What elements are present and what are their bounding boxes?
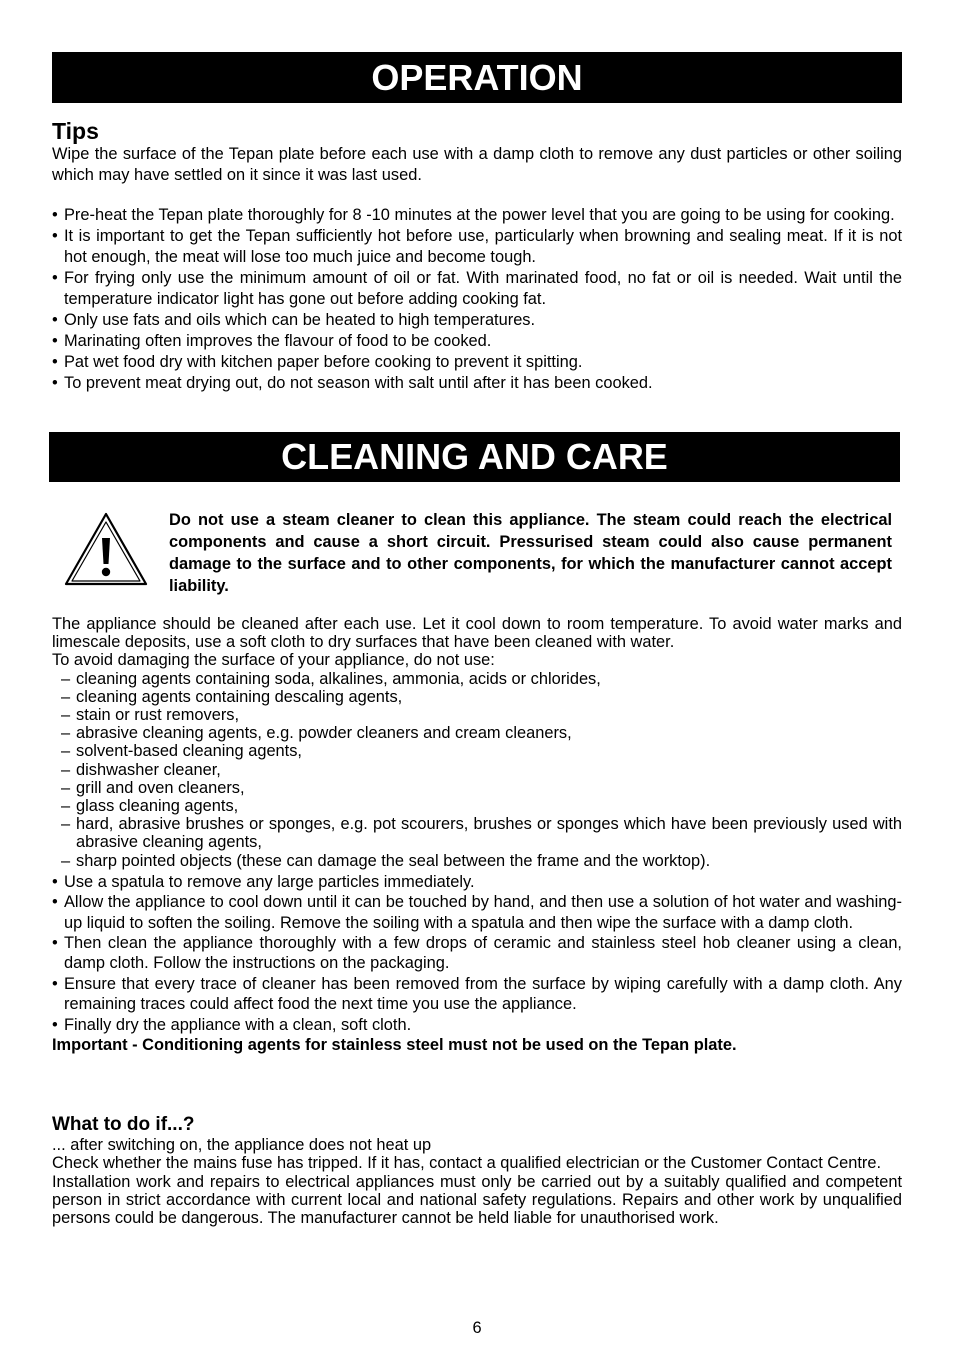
list-item: • For frying only use the minimum amount of oil or fat. With marinated food, no fat or oil is needed. Wait until the temperature indicator light has gone out before adding cooking fat. [52,268,902,310]
page-number: 6 [472,1319,482,1337]
list-item: – abrasive cleaning agents, e.g. powder cleaners and cream cleaners, [52,724,902,742]
list-item: – solvent-based cleaning agents, [52,742,902,760]
warning-triangle-icon [64,512,148,586]
cleaning-section [52,615,902,1054]
list-item: • Finally dry the appliance with a clean, soft cloth. [52,1015,902,1035]
do-not-use-list [52,670,902,870]
important-note: Important - Conditioning agents for stainless steel must not be used on the Tepan plate. [52,1036,737,1055]
faq-answer: Check whether the mains fuse has tripped. If it has, contact a qualified electrician or the Customer Contact Centre. [52,1154,882,1173]
list-item: – stain or rust removers, [52,706,902,724]
faq-note: Installation work and repairs to electrical appliances must only be carried out by a suitably qualified and competent person in strict accordance with current local and national safety regulations. Repairs and other work by unqualified persons could be dangerous. The manufacturer cannot be held liable for unauthorised work. [52,1172,902,1228]
tips-section [52,118,902,394]
list-item: • Only use fats and oils which can be heated to high temperatures. [52,310,902,331]
cleaning-banner: CLEANING AND CARE [49,432,900,482]
list-item: • Pat wet food dry with kitchen paper before cooking to prevent it spitting. [52,352,902,373]
faq-heading: What to do if...? [52,1114,195,1135]
list-item: • To prevent meat drying out, do not season with salt until after it has been cooked. [52,373,902,394]
cleaning-steps-list [52,872,902,1035]
list-item: • Pre-heat the Tepan plate thoroughly for 8 -10 minutes at the power level that you are going to be using for cooking. [52,205,902,226]
list-item: – dishwasher cleaner, [52,761,902,779]
list-item: – grill and oven cleaners, [52,779,902,797]
tips-intro: Wipe the surface of the Tepan plate before each use with a damp cloth to remove any dust particles or other soiling which may have settled on it since it was last used. [52,145,902,184]
list-item: – hard, abrasive brushes or sponges, e.g. pot scourers, brushes or sponges which have been previously used with abrasive cleaning agents, [52,815,902,851]
tips-heading: Tips [52,118,99,144]
cleaning-para-1: The appliance should be cleaned after each use. Let it cool down to room temperature. To avoid water marks and limescale deposits, use a soft cloth to dry surfaces that have been cleaned with water. [52,615,902,652]
tips-list [52,205,902,394]
faq-question: ... after switching on, the appliance does not heat up [52,1136,432,1154]
list-item: • Allow the appliance to cool down until it can be touched by hand, and then use a solution of hot water and washing-up liquid to soften the soiling. Remove the soiling with a spatula and then wipe the surface with a damp cloth. [52,892,902,933]
list-item: • Marinating often improves the flavour of food to be cooked. [52,331,902,352]
list-item: – sharp pointed objects (these can damage the seal between the frame and the worktop). [52,852,902,870]
list-item: • It is important to get the Tepan sufficiently hot before use, particularly when browning and sealing meat. If it is not hot enough, the meat will lose too much juice and become tough. [52,226,902,268]
cleaning-para-2: To avoid damaging the surface of your appliance, do not use: [52,651,495,670]
operation-banner: OPERATION [52,52,902,103]
steam-cleaner-warning: Do not use a steam cleaner to clean this appliance. The steam could reach the electrical components and cause a short circuit. Pressurised steam could also cause permanent damage to the surface and to other components, for which the manufacturer cannot accept liability. [169,511,892,595]
list-item: – cleaning agents containing soda, alkalines, ammonia, acids or chlorides, [52,670,902,688]
list-item: • Ensure that every trace of cleaner has been removed from the surface by wiping carefully with a damp cloth. Any remaining traces could affect food the next time you use the appliance. [52,974,902,1015]
list-item: – cleaning agents containing descaling agents, [52,688,902,706]
list-item: • Then clean the appliance thoroughly with a few drops of ceramic and stainless steel hob cleaner using a clean, damp cloth. Follow the instructions on the packaging. [52,933,902,974]
list-item: – glass cleaning agents, [52,797,902,815]
list-item: • Use a spatula to remove any large particles immediately. [52,872,902,892]
faq-section [52,1114,902,1227]
